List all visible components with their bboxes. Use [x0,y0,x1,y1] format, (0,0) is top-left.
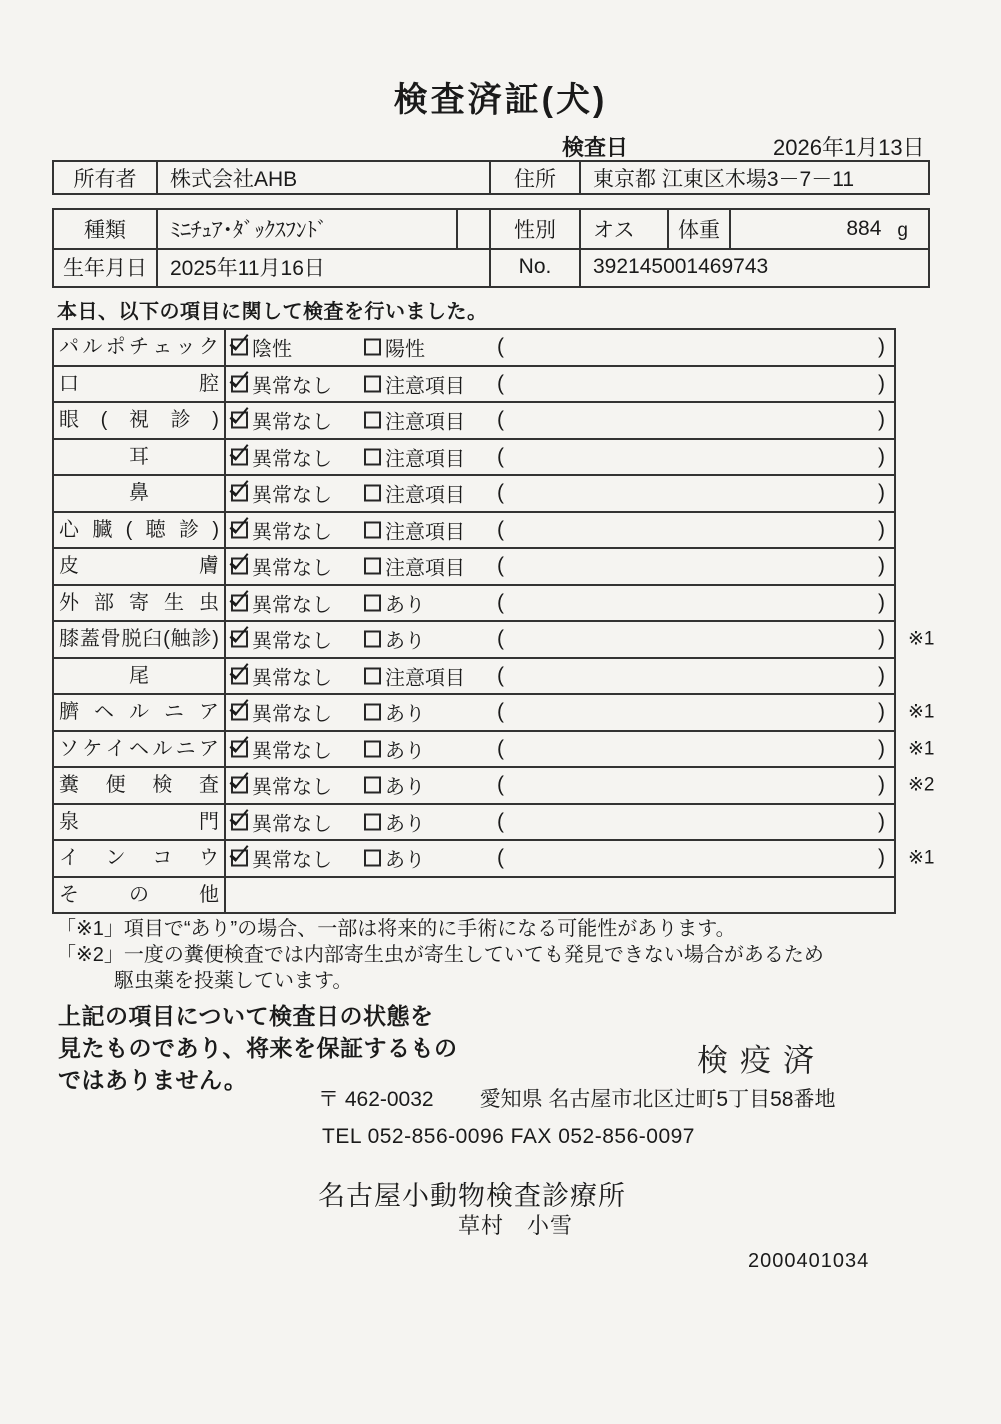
unchecked-option-label: あり [385,849,425,872]
weight-unit: g [897,220,908,241]
weight-value: 884 [846,217,882,240]
checked-checkbox-icon [231,558,248,575]
footnote-mark: ※1 [908,628,935,650]
item-result-cell [224,330,894,365]
breed-value: ﾐﾆﾁｭｱ･ﾀﾞｯｸｽﾌﾝﾄﾞ [156,210,456,248]
item-label-cell [54,878,224,913]
checked-option-label: 異常なし [252,484,332,507]
checked-option-label: 異常なし [252,594,332,617]
unchecked-option-label: あり [385,630,425,653]
checklist-row [54,438,894,475]
result-option-unchecked [364,771,425,800]
item-label: 臍 ヘ ル ニ ア [59,701,219,724]
checked-checkbox-icon [231,740,248,757]
unchecked-option-label: 注意項目 [385,448,465,471]
sex-value: オス [579,210,667,248]
paren-open: ( [497,371,504,395]
unchecked-checkbox-icon [364,521,381,538]
result-option-unchecked [364,661,465,690]
item-result-cell [224,695,894,730]
postal-code: 〒 462-0032 [318,1088,434,1111]
paren-open: ( [497,517,504,541]
footnote-mark: ※1 [908,738,935,760]
paren-close: ) [878,663,885,687]
checklist-row [54,620,935,657]
result-option-checked [231,625,332,654]
footnote-2-continued: 駆虫薬を投薬しています。 [114,970,353,992]
item-result-cell [224,841,894,876]
animal-info-row [52,208,930,250]
paren-open: ( [497,809,504,833]
checklist-row [54,330,894,365]
unchecked-option-label: あり [385,740,425,763]
footnotes [56,916,824,994]
checklist-row [54,547,894,584]
result-option-unchecked [364,442,465,471]
no-label: No. [489,248,579,286]
checked-checkbox-icon [231,485,248,502]
checked-checkbox-icon [231,594,248,611]
birthdate-label: 生年月日 [63,257,147,280]
owner-label: 所有者 [73,167,137,191]
checked-checkbox-icon [231,667,248,684]
item-result-cell [224,513,894,548]
disclaimer-line-1: 上記の項目について検査日の状態を [58,1003,434,1029]
item-result-cell [224,403,894,438]
item-label: そ の 他 [59,883,219,906]
checked-option-label: 異常なし [252,448,332,471]
paren-close: ) [878,736,885,760]
checklist-row [54,876,894,913]
item-result-cell [224,878,894,913]
paren-open: ( [497,736,504,760]
inspection-date-label: 検査日 [562,135,629,160]
disclaimer-line-2: 見たものであり、将来を保証するもの [58,1035,458,1061]
result-option-unchecked [364,588,425,617]
checklist-row [54,511,894,548]
checked-option-label: 異常なし [252,703,332,726]
item-result-cell [224,586,894,621]
item-label-cell [54,440,224,475]
spacer-cell [456,210,489,248]
unchecked-option-label: 注意項目 [385,667,465,690]
item-result-cell [224,367,894,402]
item-result-cell [224,659,894,694]
owner-table [52,160,930,195]
unchecked-option-label: あり [385,703,425,726]
paren-close: ) [878,700,885,724]
item-result-cell [224,768,894,803]
checked-checkbox-icon [231,631,248,648]
checked-option-label: 異常なし [252,521,332,544]
result-option-checked [231,552,332,581]
paren-open: ( [497,554,504,578]
paren-close: ) [878,517,885,541]
item-label-cell [54,841,224,876]
birthdate-value: 2025年11月16日 [156,248,489,286]
checklist-row [54,401,894,438]
checklist-row [54,766,935,803]
item-label: 外 部 寄 生 虫 [59,591,219,614]
breed-label: 種類 [84,219,126,242]
checked-checkbox-icon [231,777,248,794]
paren-open: ( [497,444,504,468]
unchecked-checkbox-icon [364,412,381,429]
footnote-1: 「※1」項目で“あり”の場合、一部は将来的に手術になる可能性があります。 [56,918,736,940]
item-label-cell [54,768,224,803]
paren-close: ) [878,335,885,359]
clinic-name: 名古屋小動物検査診療所 [318,1181,626,1211]
item-label: 膝 蓋 骨 脱 臼 ( 触 診 ) [59,628,219,651]
checklist-row [54,657,894,694]
item-label-cell [54,622,224,657]
item-label: 尾 [129,664,149,687]
item-result-cell [224,622,894,657]
checklist-row [54,839,935,876]
item-label-cell [54,549,224,584]
checked-option-label: 異常なし [252,776,332,799]
serial-number: 2000401034 [748,1250,870,1272]
paren-close: ) [878,809,885,833]
unchecked-option-label: 注意項目 [385,521,465,544]
paren-open: ( [497,481,504,505]
checklist-row [54,365,894,402]
paren-open: ( [497,408,504,432]
checked-option-label: 異常なし [252,375,332,398]
address-label: 住所 [489,162,579,193]
paren-open: ( [497,700,504,724]
intro-line: 本日、以下の項目に関して検査を行いました。 [57,301,488,323]
result-option-checked [231,771,332,800]
item-label: ソ ケ イ ヘ ル ニ ア [59,737,219,760]
result-option-checked [231,807,332,836]
paren-close: ) [878,773,885,797]
address-value: 東京都 江東区木場3－7－11 [579,162,928,193]
paren-close: ) [878,627,885,651]
paren-open: ( [497,773,504,797]
paren-close: ) [878,590,885,614]
unchecked-checkbox-icon [364,777,381,794]
checked-option-label: 異常なし [252,411,332,434]
checked-checkbox-icon [231,448,248,465]
checked-checkbox-icon [231,375,248,392]
checked-option-label: 異常なし [252,740,332,763]
unchecked-checkbox-icon [364,448,381,465]
checked-checkbox-icon [231,813,248,830]
owner-value: 株式会社AHB [156,162,489,193]
footnote-mark: ※1 [908,701,935,723]
item-label: イ ン コ ウ [59,847,219,870]
result-option-checked [231,479,332,508]
disclaimer-line-3: ではありません。 [58,1067,248,1093]
unchecked-checkbox-icon [364,375,381,392]
result-option-checked [231,661,332,690]
result-option-unchecked [364,807,425,836]
unchecked-option-label: あり [385,776,425,799]
weight-value-cell [729,210,928,248]
disclaimer-paragraph [58,1000,458,1096]
checked-option-label: 異常なし [252,667,332,690]
item-label: 糞 便 検 査 [59,774,219,797]
paren-close: ) [878,481,885,505]
result-option-checked [231,734,332,763]
clinic-address-line [318,1083,835,1113]
result-option-unchecked [364,479,465,508]
paren-close: ) [878,408,885,432]
paren-close: ) [878,371,885,395]
result-option-unchecked [364,333,425,362]
item-result-cell [224,476,894,511]
quarantine-stamp: 検疫済 [697,1043,826,1078]
unchecked-option-label: 注意項目 [385,411,465,434]
checked-option-label: 陰性 [252,338,292,361]
unchecked-checkbox-icon [364,813,381,830]
item-label-cell [54,805,224,840]
item-label: 耳 [129,445,149,468]
unchecked-option-label: あり [385,594,425,617]
page-title: 検査済証(犬) [393,81,608,119]
result-option-unchecked [364,552,465,581]
paren-open: ( [497,663,504,687]
no-value: 392145001469743 [579,248,928,286]
tel-fax-line: TEL 052-856-0096 FAX 052-856-0097 [322,1125,695,1148]
item-label-cell [54,367,224,402]
item-result-cell [224,440,894,475]
result-option-checked [231,698,332,727]
result-option-checked [231,442,332,471]
item-label-cell [54,513,224,548]
checklist-row [54,803,894,840]
checked-checkbox-icon [231,704,248,721]
sex-label: 性別 [489,210,579,248]
footnote-mark: ※2 [908,774,935,796]
checked-checkbox-icon [231,521,248,538]
unchecked-checkbox-icon [364,594,381,611]
unchecked-checkbox-icon [364,339,381,356]
unchecked-checkbox-icon [364,485,381,502]
unchecked-checkbox-icon [364,667,381,684]
result-option-unchecked [364,698,425,727]
checklist-row [54,474,894,511]
checklist-row [54,730,935,767]
result-option-checked [231,588,332,617]
checklist-row [54,584,894,621]
unchecked-option-label: 陽性 [385,338,425,361]
unchecked-option-label: あり [385,813,425,836]
checked-option-label: 異常なし [252,813,332,836]
checked-option-label: 異常なし [252,630,332,653]
item-label-cell [54,732,224,767]
item-label-cell [54,586,224,621]
result-option-unchecked [364,734,425,763]
unchecked-checkbox-icon [364,704,381,721]
paren-open: ( [497,590,504,614]
item-result-cell [224,805,894,840]
unchecked-option-label: 注意項目 [385,375,465,398]
item-label-cell [54,476,224,511]
unchecked-option-label: 注意項目 [385,557,465,580]
weight-label: 体重 [667,210,729,248]
checked-checkbox-icon [231,339,248,356]
item-result-cell [224,549,894,584]
result-option-unchecked [364,625,425,654]
paren-close: ) [878,554,885,578]
result-option-unchecked [364,369,465,398]
paren-open: ( [497,627,504,651]
inspection-date-value: 2026年1月13日 [773,135,925,160]
result-option-checked [231,406,332,435]
item-result-cell [224,732,894,767]
vet-name: 草村 小雪 [458,1213,574,1238]
checked-checkbox-icon [231,412,248,429]
footnote-mark: ※1 [908,847,935,869]
checked-option-label: 異常なし [252,557,332,580]
paren-close: ) [878,444,885,468]
item-label: 眼 ( 視 診 ) [59,409,219,432]
paren-close: ) [878,846,885,870]
unchecked-checkbox-icon [364,740,381,757]
result-option-unchecked [364,406,465,435]
paren-open: ( [497,846,504,870]
checklist-row [54,693,935,730]
result-option-checked [231,515,332,544]
unchecked-checkbox-icon [364,850,381,867]
unchecked-option-label: 注意項目 [385,484,465,507]
item-label-cell [54,659,224,694]
result-option-checked [231,333,292,362]
checked-checkbox-icon [231,850,248,867]
item-label: パ ル ポ チ ェ ッ ク [59,336,219,359]
item-label: 皮 膚 [59,555,219,578]
item-label: 鼻 [129,482,149,505]
item-label-cell [54,403,224,438]
footnote-2: 「※2」一度の糞便検査では内部寄生虫が寄生していても発見できない場合があるため [56,944,824,966]
result-option-unchecked [364,844,425,873]
checklist-table [52,328,935,914]
item-label: 泉 門 [59,810,219,833]
result-option-checked [231,844,332,873]
item-label-cell [54,695,224,730]
clinic-address: 愛知県 名古屋市北区辻町5丁目58番地 [479,1088,836,1111]
unchecked-checkbox-icon [364,631,381,648]
result-option-unchecked [364,515,465,544]
item-label: 口 腔 [59,372,219,395]
paren-open: ( [497,335,504,359]
result-option-checked [231,369,332,398]
item-label-cell [54,330,224,365]
checked-option-label: 異常なし [252,849,332,872]
item-label: 心 臓 ( 聴 診 ) [59,518,219,541]
birth-no-row [52,248,930,288]
unchecked-checkbox-icon [364,558,381,575]
